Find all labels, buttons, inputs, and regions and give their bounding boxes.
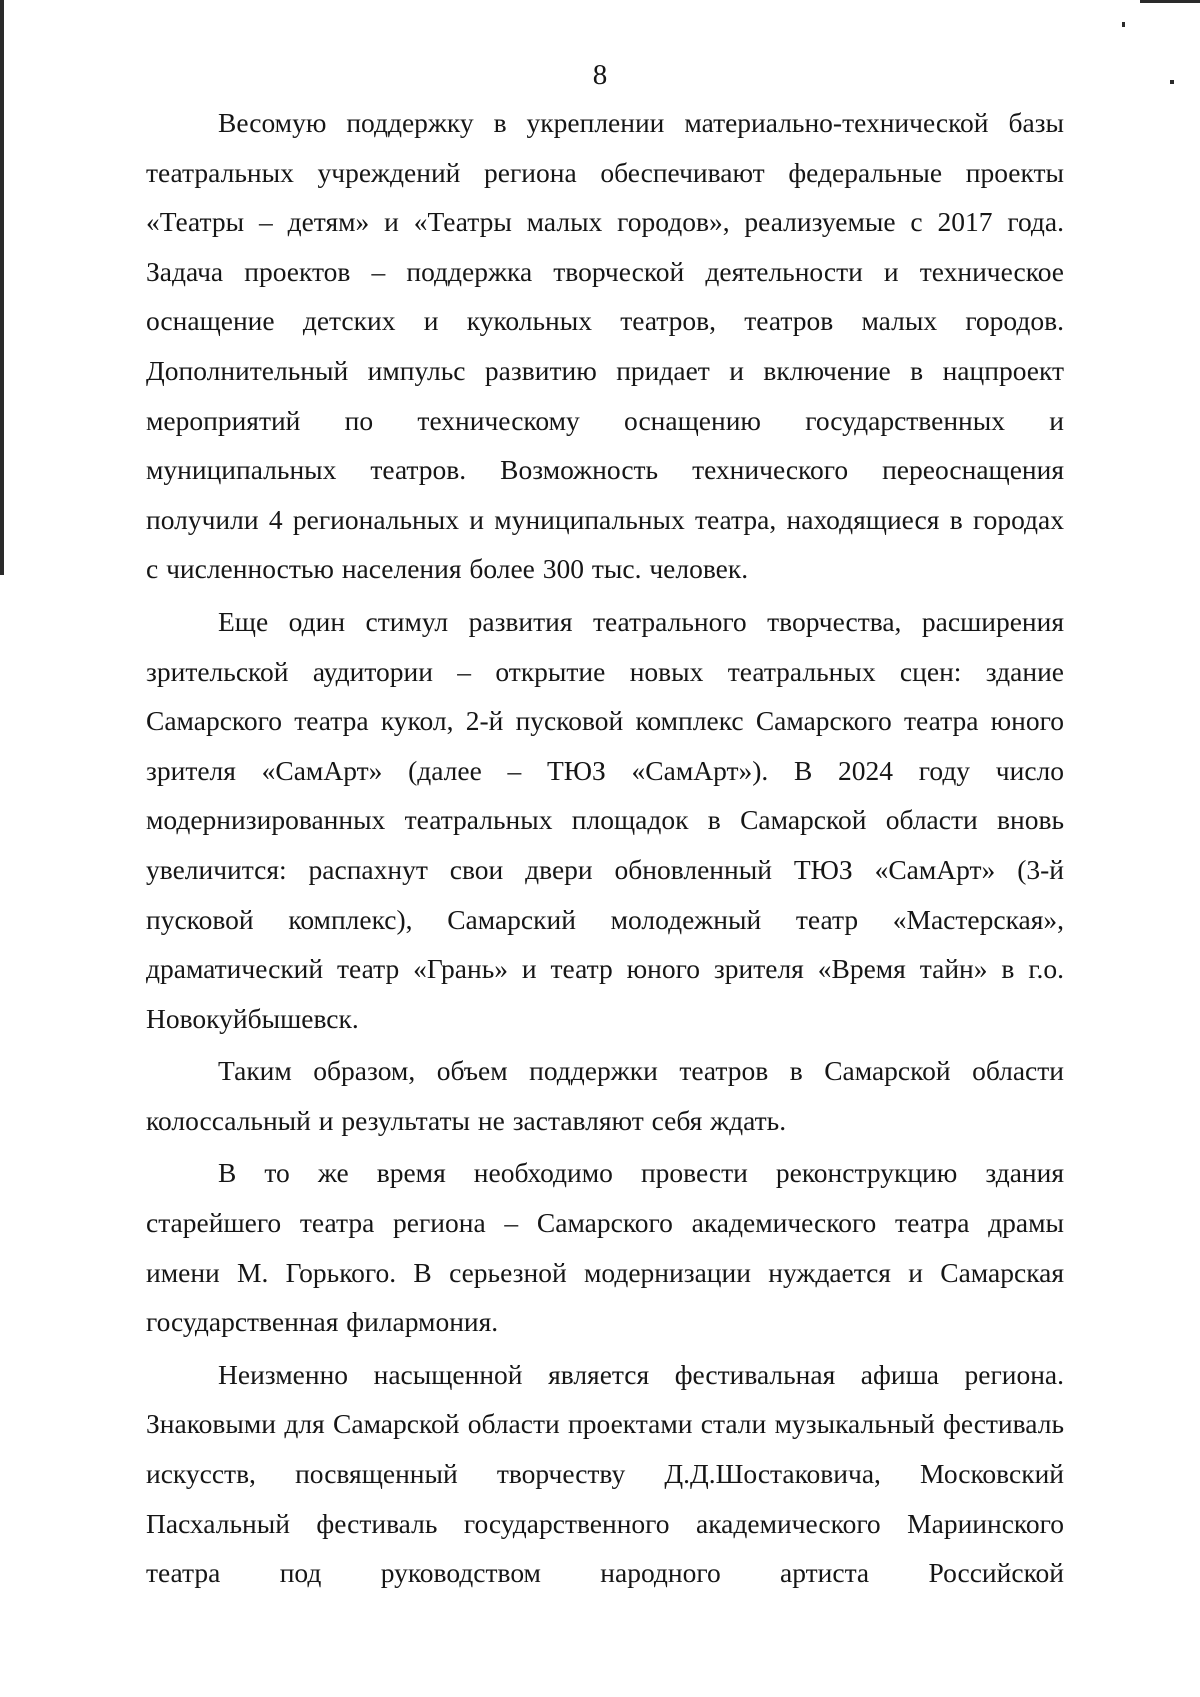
paragraph-reconstruction: В то же время необходимо провести реконструкцию здания старейшего театра региона – Самарского академического театра драмы имени М. Горького. В серьезной модернизации нуждается и Самарская государственная филармония. <box>146 1157 1064 1338</box>
document-body <box>146 98 1064 1598</box>
scan-speck <box>1122 22 1125 27</box>
paragraph-festivals: Неизменно насыщенной является фестивальная афиша региона. Знаковыми для Самарской области проектами стали музыкальный фестиваль искусств, посвященный творчеству Д.Д.Шостаковича, Московский Пасхальный фестиваль государственного академического Мариинского театра под руководством народного артиста Российской <box>146 1358 1064 1589</box>
paragraph-support-volume: Таким образом, объем поддержки театров в Самарской области колоссальный и результаты не заставляют себя ждать. <box>146 1055 1064 1136</box>
paragraph-theatre-projects: Весомую поддержку в укреплении материально-технической базы театральных учреждений региона обеспечивают федеральные проекты «Театры – детям» и «Театры малых городов», реализуемые с 2017 года. Задача проектов – поддержка творческой деятельности и техническое оснащение детских и кукольных театров, театров малых городов. Дополнительный импульс развитию придает и включение в нацпроект мероприятий по техническому оснащению государственных и муниципальных театров. Возможность технического переоснащения получили 4 региональных и муниципальных театра, находящиеся в городах с численностью населения более 300 тыс. человек. <box>146 107 1064 585</box>
paragraph-new-stages: Еще один стимул развития театрального творчества, расширения зрительской аудитории – открытие новых театральных сцен: здание Самарского театра кукол, 2-й пусковой комплекс Самарского театра юного зрителя «СамАрт» (далее – ТЮЗ «СамАрт»). В 2024 году число модернизированных театральных площадок в Самарской области вновь увеличится: распахнут свои двери обновленный ТЮЗ «СамАрт» (3-й пусковой комплекс), Самарский молодежный театр «Мастерская», драматический театр «Грань» и театр юного зрителя «Время тайн» в г.о. Новокуйбышевск. <box>146 605 1064 1034</box>
top-right-scan-line <box>1140 0 1200 3</box>
page-number: 8 <box>592 59 608 91</box>
